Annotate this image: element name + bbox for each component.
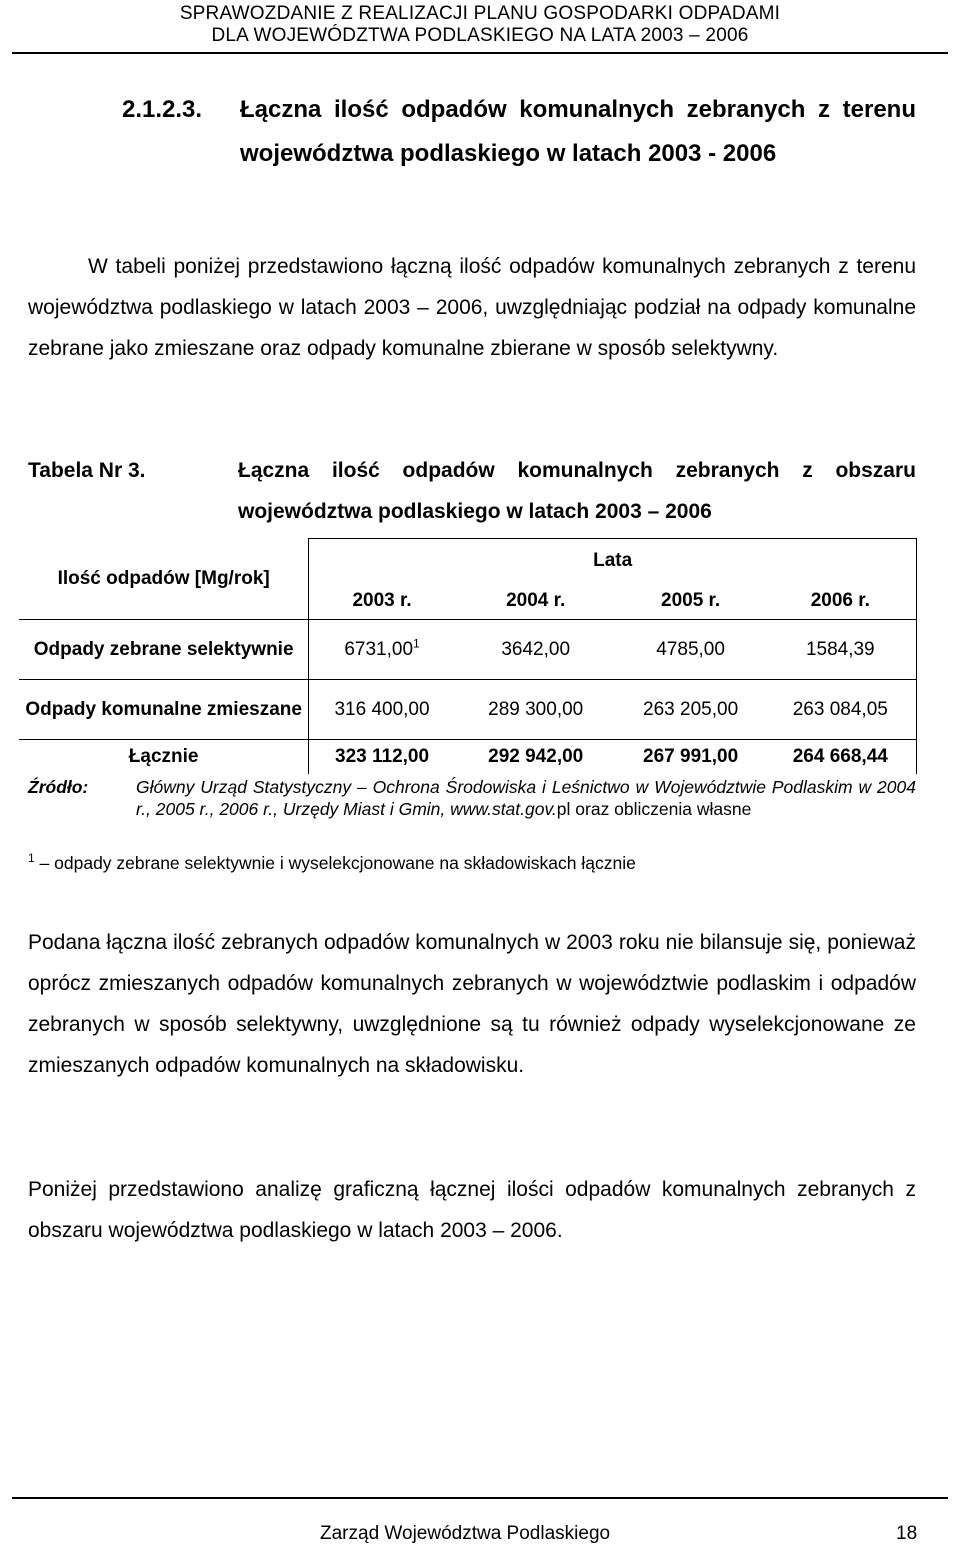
footer-divider: [12, 1497, 948, 1499]
table-cell: 289 300,00: [455, 680, 617, 740]
table-cell: 316 400,00: [309, 680, 455, 740]
source-text: Główny Urząd Statystyczny – Ochrona Środowiska i Leśnictwo w Województwie Podlaskim w 2004 r., 2005 r., 2006 r., Urzędy Miast i Gmin, www.stat.gov.pl oraz obliczenia własne: [136, 777, 916, 819]
years-group-header: Lata: [309, 539, 917, 584]
table-cell: 264 668,44: [765, 740, 917, 774]
table-cell: 6731,00$^1$: [309, 620, 455, 680]
table-cell: 4785,00: [617, 620, 765, 680]
table-cell: 292 942,00: [455, 740, 617, 774]
intro-paragraph: W tabeli poniżej przedstawiono łączną ilość odpadów komunalnych zebranych z terenu województwa podlaskiego w latach 2003 – 2006, uwzględniając podział na odpady komunalne zebrane jako zmieszane oraz odpady komunalne zbierane w sposób selektywny.: [28, 255, 916, 360]
table-cell: 3642,00: [455, 620, 617, 680]
page-number: 18: [896, 1523, 918, 1544]
section-title: Łączna ilość odpadów komunalnych zebranych z terenu województwa podlaskiego w latach 2003 - 2006: [240, 96, 916, 167]
total-label: Łącznie: [19, 740, 309, 774]
section-number: 2.1.2.3.: [122, 96, 203, 123]
table-caption: Łączna ilość odpadów komunalnych zebranych z obszaru województwa podlaskiego w latach 2003 – 2006: [238, 459, 916, 523]
footnote: $^1$ – odpady zebrane selektywnie i wyselekcjonowane na składowiskach łącznie: [28, 851, 636, 873]
table-label: Tabela Nr 3.: [28, 459, 146, 482]
table-cell: 263 084,05: [765, 680, 917, 740]
table-cell: 267 991,00: [617, 740, 765, 774]
footer-organization: Zarząd Województwa Podlaskiego: [320, 1523, 611, 1544]
table-cell: 263 205,00: [617, 680, 765, 740]
year-header: 2005 r.: [617, 584, 765, 620]
year-header: 2006 r.: [765, 584, 917, 620]
row-label: Odpady komunalne zmieszane: [19, 680, 309, 740]
waste-table: [19, 538, 917, 774]
row-label: Odpady zebrane selektywnie: [19, 620, 309, 680]
source-label: Źródło:: [28, 777, 89, 797]
table-cell: 323 112,00: [309, 740, 455, 774]
year-header: 2004 r.: [455, 584, 617, 620]
year-header: 2003 r.: [309, 584, 455, 620]
table-cell: 1584,39: [765, 620, 917, 680]
table-total-row: [19, 740, 917, 774]
body-paragraph: Podana łączna ilość zebranych odpadów komunalnych w 2003 roku nie bilansuje się, ponieważ oprócz zmieszanych odpadów komunalnych zebranych w województwie podlaskim i odpadów zebranych w sposób selektywny, uwzględnione są tu również odpady wyselekcjonowane ze zmieszanych odpadów komunalnych na składowisku.: [28, 931, 916, 1077]
row-header-cell: [19, 539, 309, 620]
running-header-line-2: DLA WOJEWÓDZTWA PODLASKIEGO NA LATA 2003 – 2006: [211, 25, 749, 46]
row-header: Ilość odpadów [Mg/rok]: [57, 567, 270, 589]
footnote-ref: 1: [413, 636, 420, 651]
running-header-line-1: SPRAWOZDANIE Z REALIZACJI PLANU GOSPODARKI ODPADAMI: [179, 3, 781, 24]
header-divider: [12, 52, 948, 54]
table-row: [19, 620, 917, 680]
body-paragraph: Poniżej przedstawiono analizę graficzną łącznej ilości odpadów komunalnych zebranych z obszaru województwa podlaskiego w latach 2003 – 2006.: [28, 1178, 916, 1242]
table-row: [19, 680, 917, 740]
